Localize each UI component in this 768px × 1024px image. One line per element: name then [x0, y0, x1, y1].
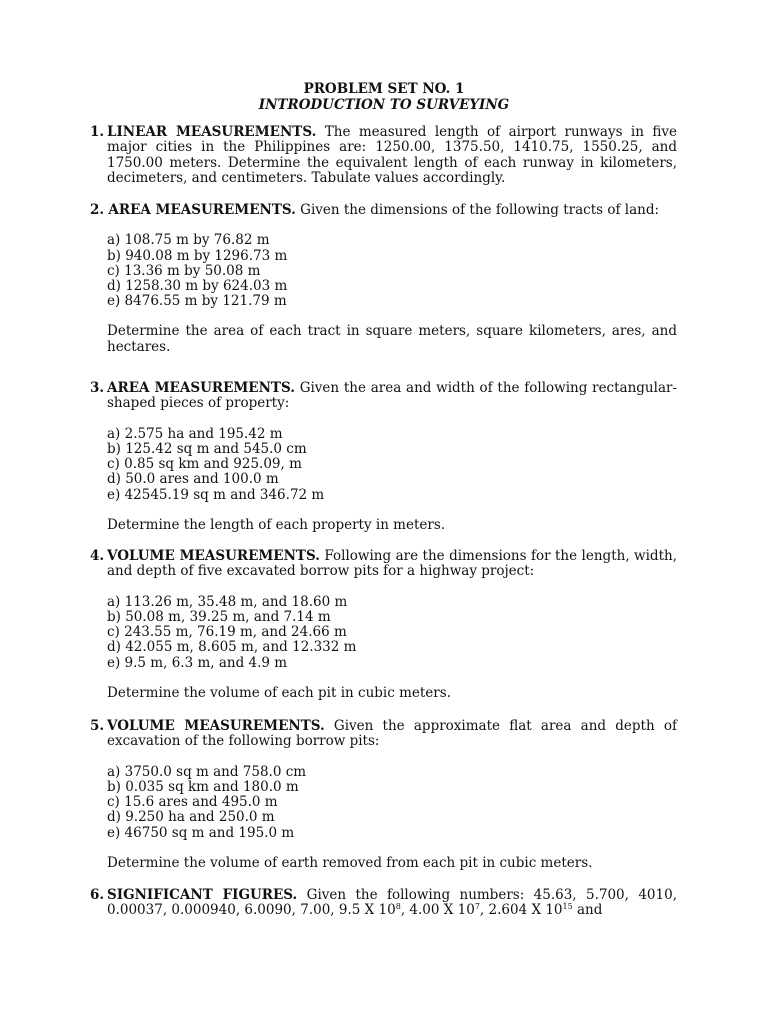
problem-6-exponent-2: 7	[474, 902, 480, 912]
problem-2-number: 2.	[90, 202, 105, 218]
problem-1-text: The measured length of airport runways in five major cities in the Philippines are: 1250.00, 1375.50, 1410.75, 1550.25, and 1750.00 meters. Determine the equivalent length of each runway in kilometers, decimeters, and centimeters. Tabulate values accordingly.	[107, 124, 677, 187]
problem-1	[90, 125, 677, 187]
problem-5-item-e: e) 46750 sq m and 195.0 m	[107, 824, 295, 841]
problem-5-statement	[90, 719, 677, 750]
problem-2-text: Given the dimensions of the following tracts of land:	[295, 202, 660, 218]
problem-2-items	[90, 233, 677, 309]
problem-6-text: Given the following numbers: 45.63, 5.700, 4010, 0.00037, 0.000940, 6.0090, 7.00, 9.5 X 10	[107, 887, 677, 919]
problem-6-text-4: and	[572, 902, 603, 919]
problem-4-item-e: e) 9.5 m, 6.3 m, and 4.9 m	[107, 654, 288, 671]
problem-4-item-b: b) 50.08 m, 39.25 m, and 7.14 m	[107, 609, 331, 626]
problem-5-text: Given the approximate flat area and depth of excavation of the following borrow pits:	[107, 718, 677, 750]
problem-4-statement	[90, 549, 677, 580]
problem-3-closing: Determine the length of each property in meters.	[107, 516, 446, 533]
problem-2-item-c: c) 13.36 m by 50.08 m	[107, 262, 261, 279]
problem-4-item-c: c) 243.55 m, 76.19 m, and 24.66 m	[107, 624, 347, 641]
problem-5-item-a: a) 3750.0 sq m and 758.0 cm	[107, 763, 307, 780]
problem-2-item-e: e) 8476.55 m by 121.79 m	[107, 293, 287, 310]
problem-5-items	[90, 765, 677, 841]
problem-5-item-b: b) 0.035 sq km and 180.0 m	[107, 779, 299, 796]
problem-5-closing: Determine the volume of earth removed from each pit in cubic meters.	[107, 854, 593, 871]
problem-3-label: AREA MEASUREMENTS.	[107, 380, 295, 396]
problem-3-item-a: a) 2.575 ha and 195.42 m	[107, 425, 283, 442]
problem-2-label: AREA MEASUREMENTS.	[108, 202, 296, 218]
problem-3-item-e: e) 42545.19 sq m and 346.72 m	[107, 486, 325, 503]
problem-4-text: Following are the dimensions for the length, width, and depth of five excavated borrow pits for a highway project:	[107, 548, 677, 580]
problem-6-text-3: , 2.604 X 10	[479, 902, 563, 919]
problem-3-statement	[90, 381, 677, 412]
problem-6-exponent-1: 8	[395, 902, 401, 912]
document-subtitle: INTRODUCTION TO SURVEYING	[258, 97, 510, 113]
problem-2-item-a: a) 108.75 m by 76.82 m	[107, 232, 270, 249]
problem-6	[90, 888, 677, 919]
problem-5-number: 5.	[90, 718, 105, 734]
problem-6-text-2: , 4.00 X 10	[400, 902, 475, 919]
problem-5-item-d: d) 9.250 ha and 250.0 m	[107, 809, 275, 826]
problem-1-label: LINEAR MEASUREMENTS.	[107, 124, 317, 140]
problem-6-label: SIGNIFICANT FIGURES.	[107, 887, 298, 903]
problem-6-number: 6.	[90, 887, 105, 903]
document-title: PROBLEM SET NO. 1	[303, 81, 465, 97]
problem-4-number: 4.	[90, 548, 105, 564]
problem-2-item-d: d) 1258.30 m by 624.03 m	[107, 278, 288, 295]
problem-5-label: VOLUME MEASUREMENTS.	[107, 718, 325, 734]
problem-4-item-a: a) 113.26 m, 35.48 m, and 18.60 m	[107, 593, 348, 610]
problem-3	[90, 381, 677, 533]
problem-2-item-b: b) 940.08 m by 1296.73 m	[107, 247, 288, 264]
problem-5-item-c: c) 15.6 ares and 495.0 m	[107, 794, 278, 811]
document-header	[0, 81, 768, 113]
problem-3-items	[90, 427, 677, 503]
problem-4-closing: Determine the volume of each pit in cubic meters.	[107, 684, 451, 701]
problem-2-closing: Determine the area of each tract in square meters, square kilometers, ares, and hectares.	[107, 323, 677, 355]
problem-1-number: 1.	[90, 124, 105, 140]
problem-6-statement	[90, 888, 677, 919]
problem-2	[90, 203, 677, 355]
problem-3-item-b: b) 125.42 sq m and 545.0 cm	[107, 441, 307, 458]
problem-4-items	[90, 595, 677, 671]
problem-3-number: 3.	[90, 380, 105, 396]
problem-4-label: VOLUME MEASUREMENTS.	[107, 548, 320, 564]
problem-2-statement	[90, 203, 677, 218]
problem-3-item-c: c) 0.85 sq km and 925.09, m	[107, 456, 302, 473]
problem-6-exponent-3: 15	[562, 902, 573, 912]
problem-5	[90, 719, 677, 871]
problem-1-statement	[90, 125, 677, 187]
problem-3-text: Given the area and width of the following rectangular-shaped pieces of property:	[107, 380, 678, 412]
problem-4-item-d: d) 42.055 m, 8.605 m, and 12.332 m	[107, 639, 357, 656]
problem-3-item-d: d) 50.0 ares and 100.0 m	[107, 471, 279, 488]
problem-4	[90, 549, 677, 701]
